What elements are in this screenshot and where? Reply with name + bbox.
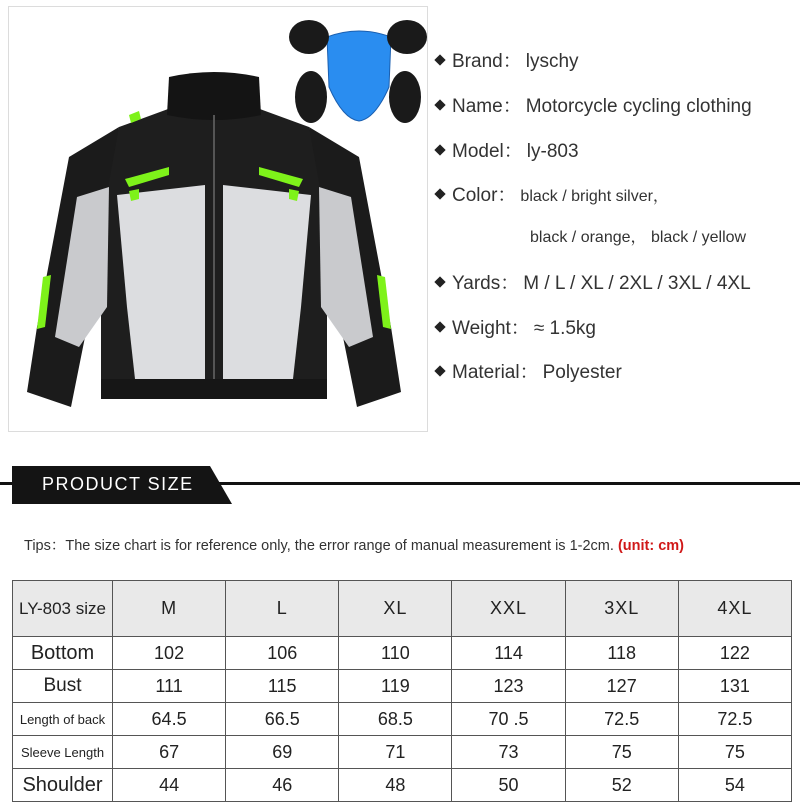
spec-value: ≈ 1.5kg — [533, 318, 596, 339]
table-cell: 115 — [226, 670, 339, 703]
spec-value: Polyester — [542, 362, 622, 383]
table-cell: 118 — [565, 637, 678, 670]
diamond-bullet-icon — [434, 54, 445, 65]
diamond-bullet-icon — [434, 99, 445, 110]
size-header-cell: 4XL — [678, 581, 791, 637]
table-row — [13, 637, 792, 670]
table-cell: 75 — [565, 736, 678, 769]
tips-text: Tips：The size chart is for reference only, the error range of manual measurement is 1-2cm. — [24, 538, 614, 554]
shoulder-pad-left — [289, 20, 329, 54]
diamond-bullet-icon — [434, 144, 445, 155]
table-row — [13, 703, 792, 736]
jacket-collar — [167, 72, 261, 120]
jacket-waistband — [101, 379, 327, 399]
product-photo — [8, 6, 428, 432]
table-cell: 46 — [226, 769, 339, 802]
table-cell: 123 — [452, 670, 565, 703]
spec-separator: ： — [500, 273, 520, 294]
size-header-cell: XXL — [452, 581, 565, 637]
spec-separator: ： — [503, 141, 523, 162]
table-cell: 72.5 — [678, 703, 791, 736]
table-cell: 106 — [226, 637, 339, 670]
spec-label: Color — [452, 185, 498, 206]
spec-separator: ： — [497, 185, 517, 206]
table-cell: 71 — [339, 736, 452, 769]
diamond-bullet-icon — [434, 188, 445, 199]
spec-material — [434, 357, 622, 384]
spec-separator: ： — [510, 318, 530, 339]
table-cell: 50 — [452, 769, 565, 802]
row-label: Shoulder — [13, 769, 113, 802]
section-title: PRODUCT SIZE — [42, 474, 194, 494]
spec-weight — [434, 313, 596, 340]
shoulder-pad-right — [387, 20, 427, 54]
spec-separator: ： — [502, 96, 522, 117]
spec-yards — [434, 268, 751, 295]
table-cell: 110 — [339, 637, 452, 670]
spec-separator: ： — [519, 362, 539, 383]
table-cell: 48 — [339, 769, 452, 802]
elbow-pad-right — [389, 71, 421, 123]
table-cell: 72.5 — [565, 703, 678, 736]
spec-value: ly-803 — [526, 141, 579, 162]
table-cell: 68.5 — [339, 703, 452, 736]
jacket-image — [9, 7, 427, 431]
table-cell: 66.5 — [226, 703, 339, 736]
size-header-cell: M — [113, 581, 226, 637]
spec-label: Weight — [452, 318, 511, 339]
table-cell: 114 — [452, 637, 565, 670]
table-cell: 44 — [113, 769, 226, 802]
spec-separator: ： — [502, 51, 522, 72]
spec-color-continued — [526, 224, 746, 248]
spec-value: black / orange， black / yellow — [530, 229, 747, 246]
table-row — [13, 736, 792, 769]
spec-value: Motorcycle cycling clothing — [525, 96, 752, 117]
table-cell: 64.5 — [113, 703, 226, 736]
table-cell: 122 — [678, 637, 791, 670]
table-row — [13, 670, 792, 703]
spec-label: Material — [452, 362, 520, 383]
spec-value: black / bright silver， — [520, 188, 669, 205]
size-header-cell: L — [226, 581, 339, 637]
table-cell: 67 — [113, 736, 226, 769]
row-label: Bust — [13, 670, 113, 703]
spec-label: Brand — [452, 51, 503, 72]
spec-brand — [434, 46, 579, 73]
table-cell: 111 — [113, 670, 226, 703]
table-cell: 54 — [678, 769, 791, 802]
table-cell: 73 — [452, 736, 565, 769]
table-cell: 102 — [113, 637, 226, 670]
size-header-cell: XL — [339, 581, 452, 637]
spec-label: Name — [452, 96, 503, 117]
spec-value: lyschy — [525, 51, 579, 72]
spec-color — [434, 180, 669, 207]
size-table — [12, 580, 792, 802]
spec-name — [434, 91, 752, 118]
tips-unit: (unit: cm) — [617, 538, 684, 554]
table-cell: 127 — [565, 670, 678, 703]
elbow-pad-left — [295, 71, 327, 123]
diamond-bullet-icon — [434, 321, 445, 332]
spec-label: Yards — [452, 273, 501, 294]
size-header-label: LY-803 size — [13, 581, 113, 637]
row-label: Sleeve Length — [13, 736, 113, 769]
diamond-bullet-icon — [434, 365, 445, 376]
diamond-bullet-icon — [434, 276, 445, 287]
back-protector — [327, 31, 391, 121]
size-table-header — [13, 581, 792, 637]
spec-value: M / L / XL / 2XL / 3XL / 4XL — [523, 273, 751, 294]
table-cell: 70 .5 — [452, 703, 565, 736]
table-cell: 69 — [226, 736, 339, 769]
row-label: Length of back — [13, 703, 113, 736]
table-cell: 131 — [678, 670, 791, 703]
size-tips — [24, 534, 684, 555]
table-cell: 75 — [678, 736, 791, 769]
row-label: Bottom — [13, 637, 113, 670]
table-cell: 119 — [339, 670, 452, 703]
spec-model — [434, 136, 579, 163]
spec-label: Model — [452, 141, 504, 162]
table-row — [13, 769, 792, 802]
table-cell: 52 — [565, 769, 678, 802]
size-header-cell: 3XL — [565, 581, 678, 637]
